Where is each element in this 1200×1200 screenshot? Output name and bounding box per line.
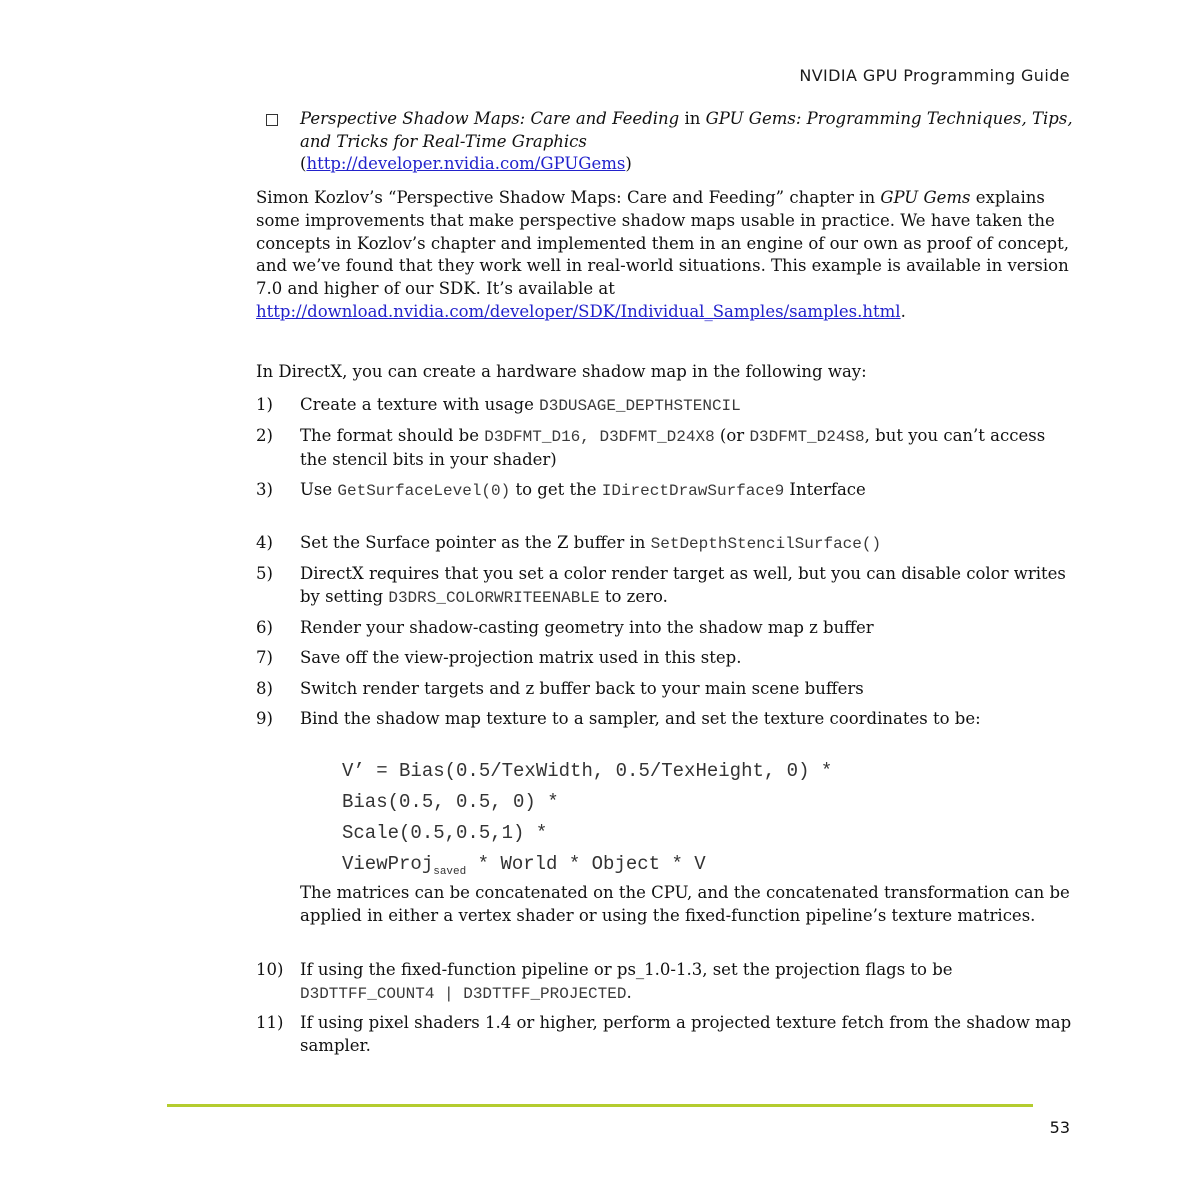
code-line-4-rest: * World * Object * V: [466, 853, 706, 875]
step-text: to zero.: [599, 586, 668, 606]
viewproj-text: ViewProj: [342, 853, 434, 875]
step-code: D3DRS_COLORWRITEENABLE: [388, 588, 600, 607]
step-text: DirectX requires that you set a color render target as well, but you can disable color writes by setting: [300, 564, 1066, 606]
step-number: 2): [256, 426, 273, 445]
directx-intro: In DirectX, you can create a hardware shadow map in the following way:: [256, 362, 867, 381]
step-text: Save off the view-projection matrix used in this step.: [300, 648, 742, 667]
matrices-note: The matrices can be concatenated on the CPU, and the concatenated transformation can be applied in either a vertex shader or using the fixed-function pipeline’s texture matrices.: [300, 883, 1070, 925]
step-code: D3DUSAGE_DEPTHSTENCIL: [539, 397, 741, 415]
step-number: 11): [256, 1013, 284, 1032]
step-number: 7): [256, 648, 273, 667]
kozlov-paragraph: [256, 187, 1076, 324]
list-item: [256, 678, 1076, 701]
p1-end: .: [900, 301, 906, 321]
list-item: [256, 647, 1076, 670]
list-item: [256, 617, 1076, 640]
step-code: GetSurfaceLevel(0): [337, 482, 511, 500]
step-number: 8): [256, 679, 273, 698]
p1-book: GPU Gems: [880, 188, 971, 207]
step-text: Create a texture with usage: [300, 395, 540, 414]
step-text: Interface: [784, 480, 866, 499]
list-item: [256, 959, 1076, 1006]
step-text: (or: [714, 426, 750, 445]
list-item: [256, 708, 1076, 731]
step-number: 10): [256, 960, 284, 979]
list-item: [256, 425, 1076, 472]
running-header: NVIDIA GPU Programming Guide: [799, 66, 1070, 85]
step-number: 9): [256, 709, 273, 728]
step-text: Switch render targets and z buffer back to your main scene buffers: [300, 679, 864, 698]
step-text: Render your shadow-casting geometry into the shadow map z buffer: [300, 618, 874, 637]
step-code: IDirectDrawSurface9: [601, 482, 785, 500]
step-text: to get the: [510, 480, 602, 499]
step-text: If using pixel shaders 1.4 or higher, perform a projected texture fetch from the shadow map sampler.: [300, 1013, 1072, 1055]
p1-after: explains some improvements that make perspective shadow maps usable in practice. We have taken the concepts in Kozlov’s chapter and implemented them in an engine of our own as proof of concept, and we’ve found that they work well in real-world situations. This example is available in version 7.0 and higher of our SDK. It’s available at: [256, 188, 1069, 299]
step-code: D3DFMT_D16, D3DFMT_D24X8: [484, 428, 715, 446]
reference-bullet: [266, 108, 1076, 176]
step-number: 4): [256, 533, 273, 552]
footer-rule: [167, 1104, 1033, 1107]
step-text: Set the Surface pointer as the Z buffer in: [300, 533, 651, 552]
code-line-4: [342, 853, 706, 878]
code-line-3: Scale(0.5,0.5,1) *: [342, 822, 548, 844]
page-number: 53: [1049, 1118, 1070, 1137]
step-number: 1): [256, 395, 273, 414]
list-item: [256, 1012, 1076, 1058]
step-text: Bind the shadow map texture to a sampler, and set the texture coordinates to be:: [300, 709, 981, 728]
step-text: , but you can’t access the stencil bits in your shader): [300, 426, 1046, 469]
reference-text: [300, 108, 1076, 176]
book-title: GPU Gems: Programming Techniques, Tips, and Tricks for Real-Time Graphics: [300, 109, 1073, 151]
gpugems-link[interactable]: http://developer.nvidia.com/GPUGems: [306, 154, 626, 173]
step-number: 6): [256, 618, 273, 637]
saved-subscript: saved: [433, 865, 467, 878]
list-item: [256, 532, 1076, 556]
list-item: [256, 479, 1076, 503]
close-paren: ): [625, 154, 632, 173]
list-item: [256, 394, 1076, 418]
step-text: The format should be: [300, 426, 485, 445]
list-item: [256, 563, 1076, 610]
step-number: 5): [256, 564, 273, 583]
open-paren: (: [300, 154, 307, 173]
checkbox-bullet-icon: [266, 114, 278, 126]
chapter-title: Perspective Shadow Maps: Care and Feeding: [300, 109, 680, 128]
code-line-2: Bias(0.5, 0.5, 0) *: [342, 791, 559, 813]
step-code: D3DFMT_D24S8: [749, 428, 865, 446]
step-number: 3): [256, 480, 273, 499]
step-code: SetDepthStencilSurface(): [650, 535, 882, 553]
in-word: in: [684, 109, 701, 128]
code-line-1: V’ = Bias(0.5/TexWidth, 0.5/TexHeight, 0) *: [342, 760, 833, 782]
p1-before: Simon Kozlov’s “Perspective Shadow Maps: Care and Feeding” chapter in: [256, 188, 881, 207]
step-text: If using the fixed-function pipeline or ps_1.0-1.3, set the projection flags to be: [300, 960, 953, 979]
sdk-samples-link[interactable]: http://download.nvidia.com/developer/SDK/Individual_Samples/samples.html: [256, 301, 901, 321]
step-code: D3DTTFF_COUNT4 | D3DTTFF_PROJECTED: [300, 984, 627, 1003]
step-text: Use: [300, 480, 338, 499]
step-text: .: [626, 982, 632, 1002]
